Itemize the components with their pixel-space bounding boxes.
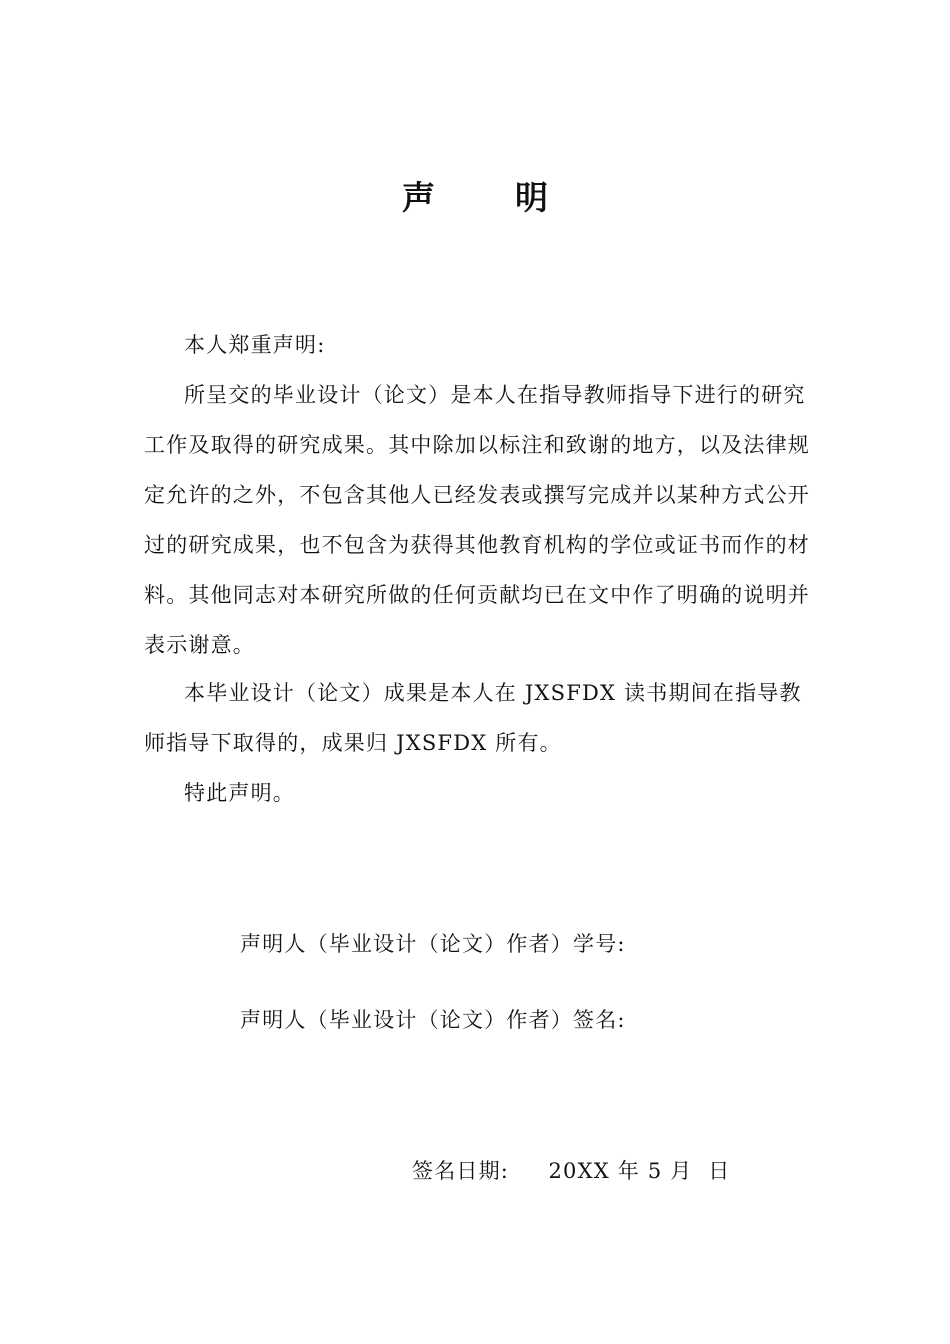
paragraph-closing: 特此声明。: [184, 781, 295, 805]
page-title: 声明: [402, 178, 628, 217]
paragraph-opening: 本人郑重声明:: [184, 333, 326, 357]
paragraph-originality: 所呈交的毕业设计（论文）是本人在指导教师指导下进行的研究工作及取得的研究成果。其中除加以标注和致谢的地方，以及法律规定允许的之外，不包含其他人已经发表或撰写完成并以某种方式公开过的研究成果，也不包含为获得其他教育机构的学位或证书而作的材料。其他同志对本研究所做的任何贡献均已在文中作了明确的说明并表示谢意。: [144, 383, 810, 657]
signature-date: 签名日期: 20XX 年 5 月 日: [412, 1159, 731, 1183]
signature-label: 声明人（毕业设计（论文）作者）签名:: [240, 1008, 626, 1032]
student-id-label: 声明人（毕业设计（论文）作者）学号:: [240, 932, 626, 956]
paragraph-ownership: 本毕业设计（论文）成果是本人在 JXSFDX 读书期间在指导教师指导下取得的，成果归 JXSFDX 所有。: [144, 681, 802, 755]
